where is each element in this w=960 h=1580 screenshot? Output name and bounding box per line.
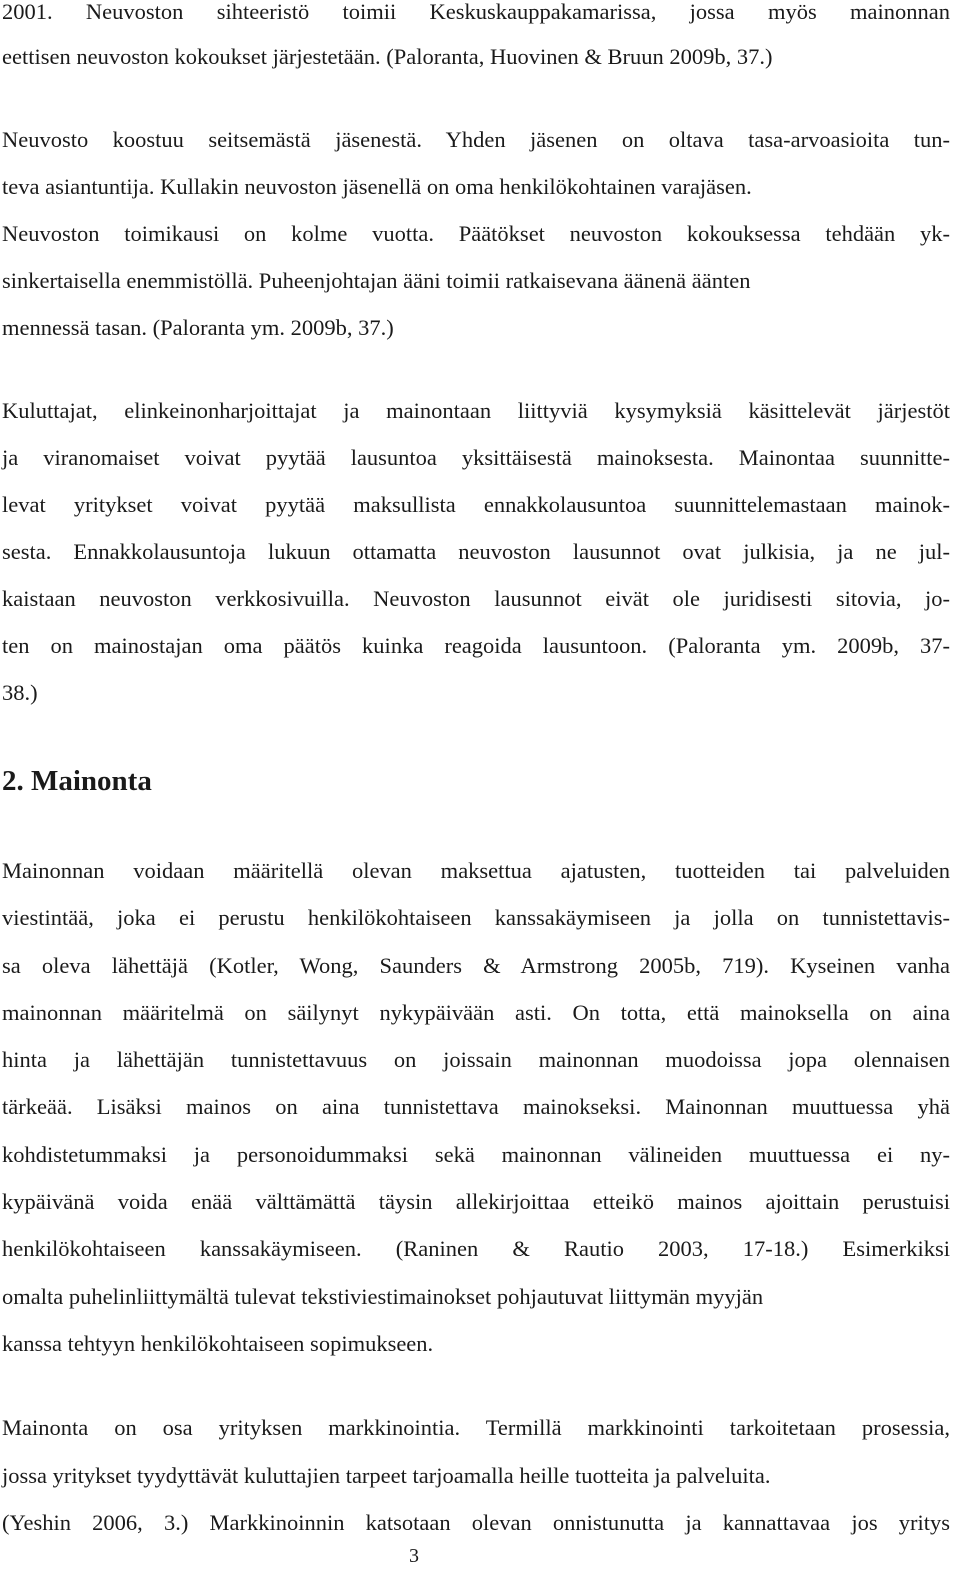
paragraph-1-line-2: eettisen neuvoston kokoukset järjestetään. (Paloranta, Huovinen & Bruun 2009b, 37.) <box>2 44 773 69</box>
paragraph-4-line-8: kypäivänä voida enää välttämättä täysin allekirjoittaa etteikö mainos ajoittain perustuisi <box>2 1189 950 1214</box>
section-heading: 2. Mainonta <box>2 765 152 797</box>
paragraph-4-line-9: henkilökohtaiseen kanssakäymiseen. (Raninen & Rautio 2003, 17-18.) Esimerkiksi <box>2 1236 950 1261</box>
paragraph-4-line-3: sa oleva lähettäjä (Kotler, Wong, Saunders & Armstrong 2005b, 719). Kyseinen vanha <box>2 953 950 978</box>
paragraph-3-line-5: kaistaan neuvoston verkkosivuilla. Neuvoston lausunnot eivät ole juridisesti sitovia, jo- <box>2 586 950 611</box>
page-number: 3 <box>409 1545 419 1567</box>
paragraph-4-line-6: tärkeää. Lisäksi mainos on aina tunnistettava mainokseksi. Mainonnan muuttuessa yhä <box>2 1094 950 1119</box>
paragraph-3-line-7: 38.) <box>2 680 38 705</box>
paragraph-4-line-7: kohdistetummaksi ja personoidummaksi sekä mainonnan välineiden muuttuessa ei ny- <box>2 1142 950 1167</box>
paragraph-4-line-10: omalta puhelinliittymältä tulevat tekstiviestimainokset pohjautuvat liittymän myyjän <box>2 1284 764 1309</box>
paragraph-3-line-6: ten on mainostajan oma päätös kuinka reagoida lausuntoon. (Paloranta ym. 2009b, 37- <box>2 633 950 658</box>
paragraph-3-line-1: Kuluttajat, elinkeinonharjoittajat ja mainontaan liittyviä kysymyksiä käsittelevät järjestöt <box>2 398 950 423</box>
paragraph-2-line-3: Neuvoston toimikausi on kolme vuotta. Päätökset neuvoston kokouksessa tehdään yk- <box>2 221 950 246</box>
paragraph-4-line-11: kanssa tehtyyn henkilökohtaiseen sopimukseen. <box>2 1331 434 1356</box>
paragraph-3-line-4: sesta. Ennakkolausuntoja lukuun ottamatta neuvoston lausunnot ovat julkisia, ja ne jul- <box>2 539 950 564</box>
paragraph-4-line-2: viestintää, joka ei perustu henkilökohtaiseen kanssakäymiseen ja jolla on tunnistettavis- <box>2 905 950 930</box>
paragraph-2-line-2: teva asiantuntija. Kullakin neuvoston jäsenellä on oma henkilökohtainen varajäsen. <box>2 174 752 199</box>
paragraph-2-line-4: sinkertaisella enemmistöllä. Puheenjohtajan ääni toimii ratkaisevana äänenä äänten <box>2 268 751 293</box>
paragraph-4-line-5: hinta ja lähettäjän tunnistettavuus on joissain mainonnan muodoissa jopa olennaisen <box>2 1047 950 1072</box>
paragraph-2-line-5: mennessä tasan. (Paloranta ym. 2009b, 37.) <box>2 315 394 340</box>
paragraph-5-line-1: Mainonta on osa yrityksen markkinointia. Termillä markkinointi tarkoitetaan prosessia, <box>2 1415 950 1440</box>
paragraph-1-line-1: 2001. Neuvoston sihteeristö toimii Keskuskauppakamarissa, jossa myös mainonnan <box>2 0 950 24</box>
paragraph-5-line-2: jossa yritykset tyydyttävät kuluttajien tarpeet tarjoamalla heille tuotteita ja palveluita. <box>2 1463 771 1488</box>
paragraph-5-line-3: (Yeshin 2006, 3.) Markkinoinnin katsotaan olevan onnistunutta ja kannattavaa jos yritys <box>2 1510 950 1535</box>
paragraph-3-line-3: levat yritykset voivat pyytää maksullista ennakkolausuntoa suunnittelemastaan mainok- <box>2 492 950 517</box>
paragraph-4-line-1: Mainonnan voidaan määritellä olevan maksettua ajatusten, tuotteiden tai palveluiden <box>2 858 950 883</box>
paragraph-2-line-1: Neuvosto koostuu seitsemästä jäsenestä. Yhden jäsenen on oltava tasa-arvoasioita tun- <box>2 127 950 152</box>
paragraph-4-line-4: mainonnan määritelmä on säilynyt nykypäivään asti. On totta, että mainoksella on aina <box>2 1000 950 1025</box>
paragraph-3-line-2: ja viranomaiset voivat pyytää lausuntoa yksittäisestä mainoksesta. Mainontaa suunnitte- <box>2 445 950 470</box>
